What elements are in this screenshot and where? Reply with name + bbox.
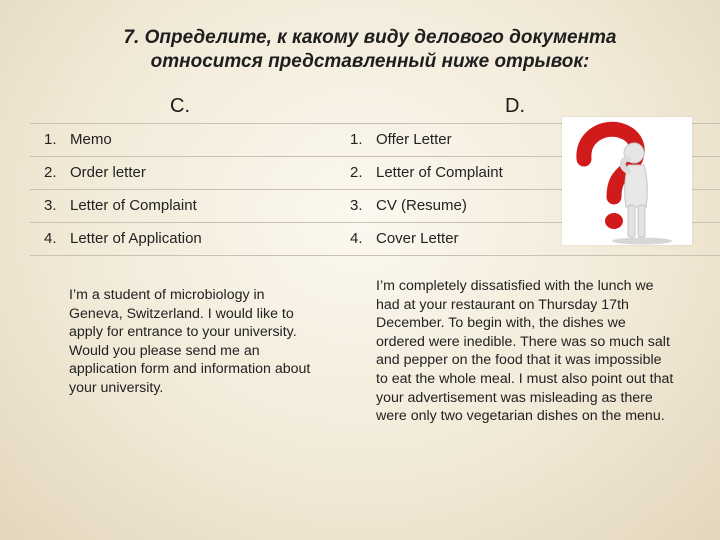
option-number: 1. xyxy=(350,131,363,148)
option-text: Cover Letter xyxy=(376,230,459,247)
question-mark-figure-icon xyxy=(562,117,692,245)
option-text: Offer Letter xyxy=(376,131,452,148)
option-number: 3. xyxy=(44,197,57,214)
option-c-1 xyxy=(44,131,112,148)
task-title xyxy=(60,26,680,74)
option-d-2 xyxy=(350,164,503,181)
option-c-3 xyxy=(44,197,197,214)
option-number: 4. xyxy=(350,230,363,247)
option-d-4 xyxy=(350,230,459,247)
option-text: Letter of Complaint xyxy=(70,197,197,214)
option-text: Memo xyxy=(70,131,112,148)
option-d-3 xyxy=(350,197,467,214)
option-number: 3. xyxy=(350,197,363,214)
task-title-line-1: 7. Определите, к какому виду делового документа xyxy=(123,27,617,48)
option-text: CV (Resume) xyxy=(376,197,467,214)
option-text: Letter of Application xyxy=(70,230,202,247)
divider xyxy=(30,255,720,256)
column-d-heading: D. xyxy=(505,95,525,117)
option-text: Order letter xyxy=(70,164,146,181)
option-number: 2. xyxy=(350,164,363,181)
option-c-4 xyxy=(44,230,202,247)
column-c-heading: C. xyxy=(170,95,190,117)
passage-c: I’m a student of microbiology in Geneva, Switzerland. I would like to apply for entrance to your university. Would you please send me an application form and information about your university. xyxy=(69,287,311,396)
option-number: 4. xyxy=(44,230,57,247)
option-number: 1. xyxy=(44,131,57,148)
option-d-1 xyxy=(350,131,452,148)
option-c-2 xyxy=(44,164,146,181)
passage-d: I’m completely dissatisfied with the lunch we had at your restaurant on Thursday 17th December. To begin with, the dishes we ordered were inedible. There was so much salt and pepper on the food that it was impossible to eat the whole meal. I must also point out that your advertisement was misleading as there were only two vegetarian dishes on the menu. xyxy=(376,278,674,425)
option-number: 2. xyxy=(44,164,57,181)
question-mark-figure-icon xyxy=(562,117,692,245)
task-title-line-2: относится представленный ниже отрывок: xyxy=(150,51,590,72)
option-text: Letter of Complaint xyxy=(376,164,503,181)
